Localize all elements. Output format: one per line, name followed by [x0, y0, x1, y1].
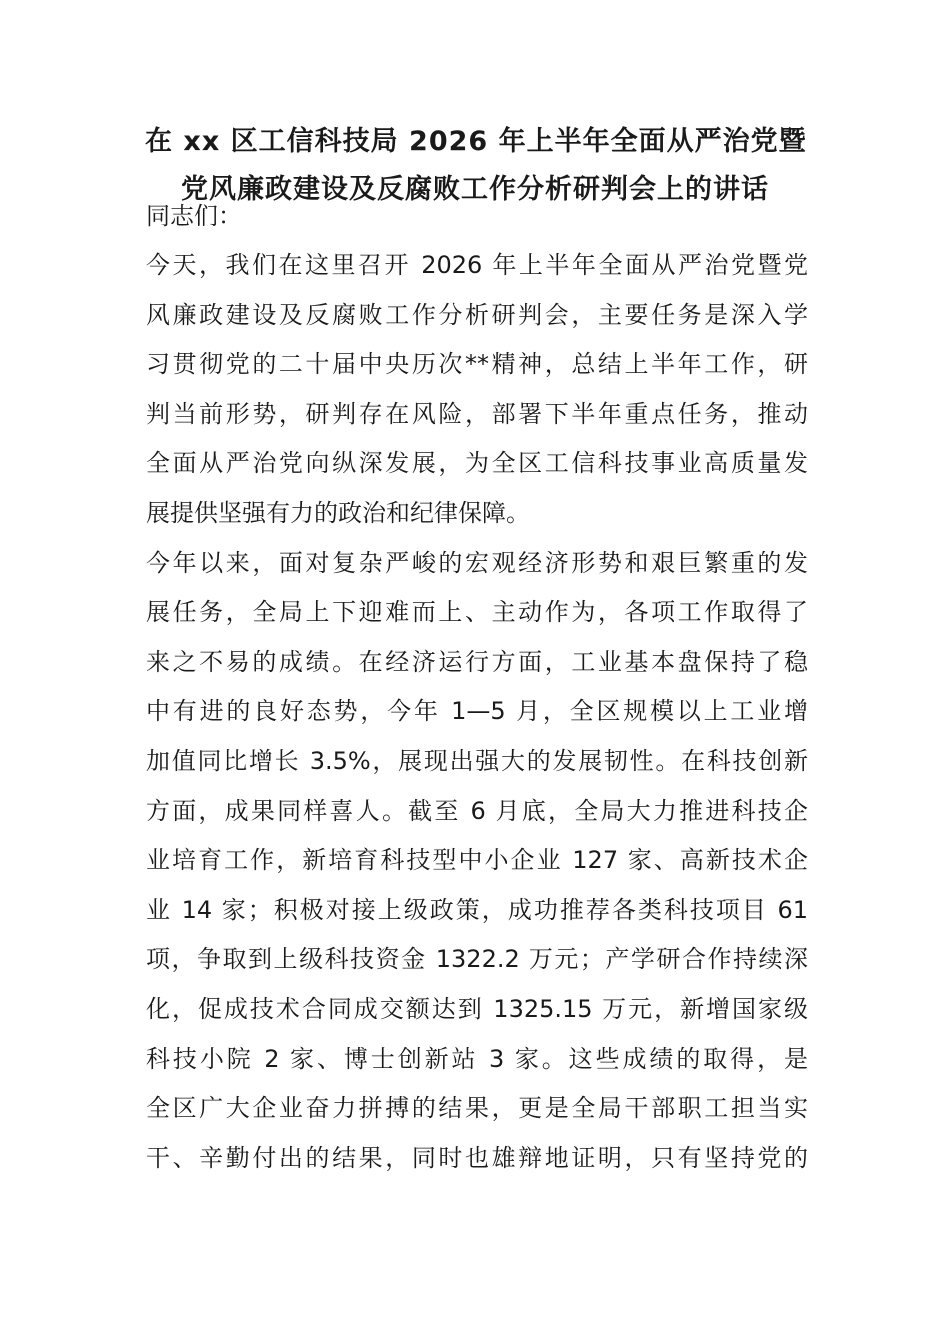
text-line: 业 14 家；积极对接上级政策，成功推荐各类科技项目 61 — [146, 895, 808, 924]
text-line: 习贯彻党的二十届中央历次**精神，总结上半年工作，研 — [146, 350, 808, 379]
text-line: 来之不易的成绩。在经济运行方面，工业基本盘保持了稳 — [146, 647, 808, 676]
text-line: 科技小院 2 家、博士创新站 3 家。这些成绩的取得，是 — [146, 1044, 808, 1073]
text-line: 中有进的良好态势，今年 1—5 月，全区规模以上工业增 — [146, 697, 808, 726]
text-line: 今年以来，面对复杂严峻的宏观经济形势和艰巨繁重的发 — [146, 548, 808, 577]
text-line: 加值同比增长 3.5%，展现出强大的发展韧性。在科技创新 — [146, 746, 808, 775]
text-line: 干、辛勤付出的结果，同时也雄辩地证明，只有坚持党的 — [146, 1143, 808, 1172]
text-line: 展任务，全局上下迎难而上、主动作为，各项工作取得了 — [146, 598, 808, 627]
text-line: 业培育工作，新培育科技型中小企业 127 家、高新技术企 — [146, 846, 808, 875]
text-line: 化，促成技术合同成交额达到 1325.15 万元，新增国家级 — [146, 994, 808, 1023]
title-line-2: 党风廉政建设及反腐败工作分析研判会上的讲话 — [181, 174, 769, 205]
text-line: 方面，成果同样喜人。截至 6 月底，全局大力推进科技企 — [146, 796, 808, 825]
salutation: 同志们： — [146, 202, 242, 230]
text-line: 风廉政建设及反腐败工作分析研判会，主要任务是深入学 — [146, 300, 808, 329]
text-line: 展提供坚强有力的政治和纪律保障。 — [146, 498, 530, 527]
document-body — [146, 196, 808, 1183]
text-line: 项，争取到上级科技资金 1322.2 万元；产学研合作持续深 — [146, 945, 808, 974]
paragraph-1 — [146, 241, 808, 539]
paragraph-2 — [146, 539, 808, 1184]
text-line: 全区广大企业奋力拼搏的结果，更是全局干部职工担当实 — [146, 1094, 808, 1123]
title-line-1: 在 xx 区工信科技局 2026 年上半年全面从严治党暨 — [145, 126, 807, 157]
text-line: 全面从严治党向纵深发展，为全区工信科技事业高质量发 — [146, 449, 808, 478]
text-line: 判当前形势，研判存在风险，部署下半年重点任务，推动 — [146, 399, 808, 428]
text-line: 今天，我们在这里召开 2026 年上半年全面从严治党暨党 — [146, 251, 808, 279]
